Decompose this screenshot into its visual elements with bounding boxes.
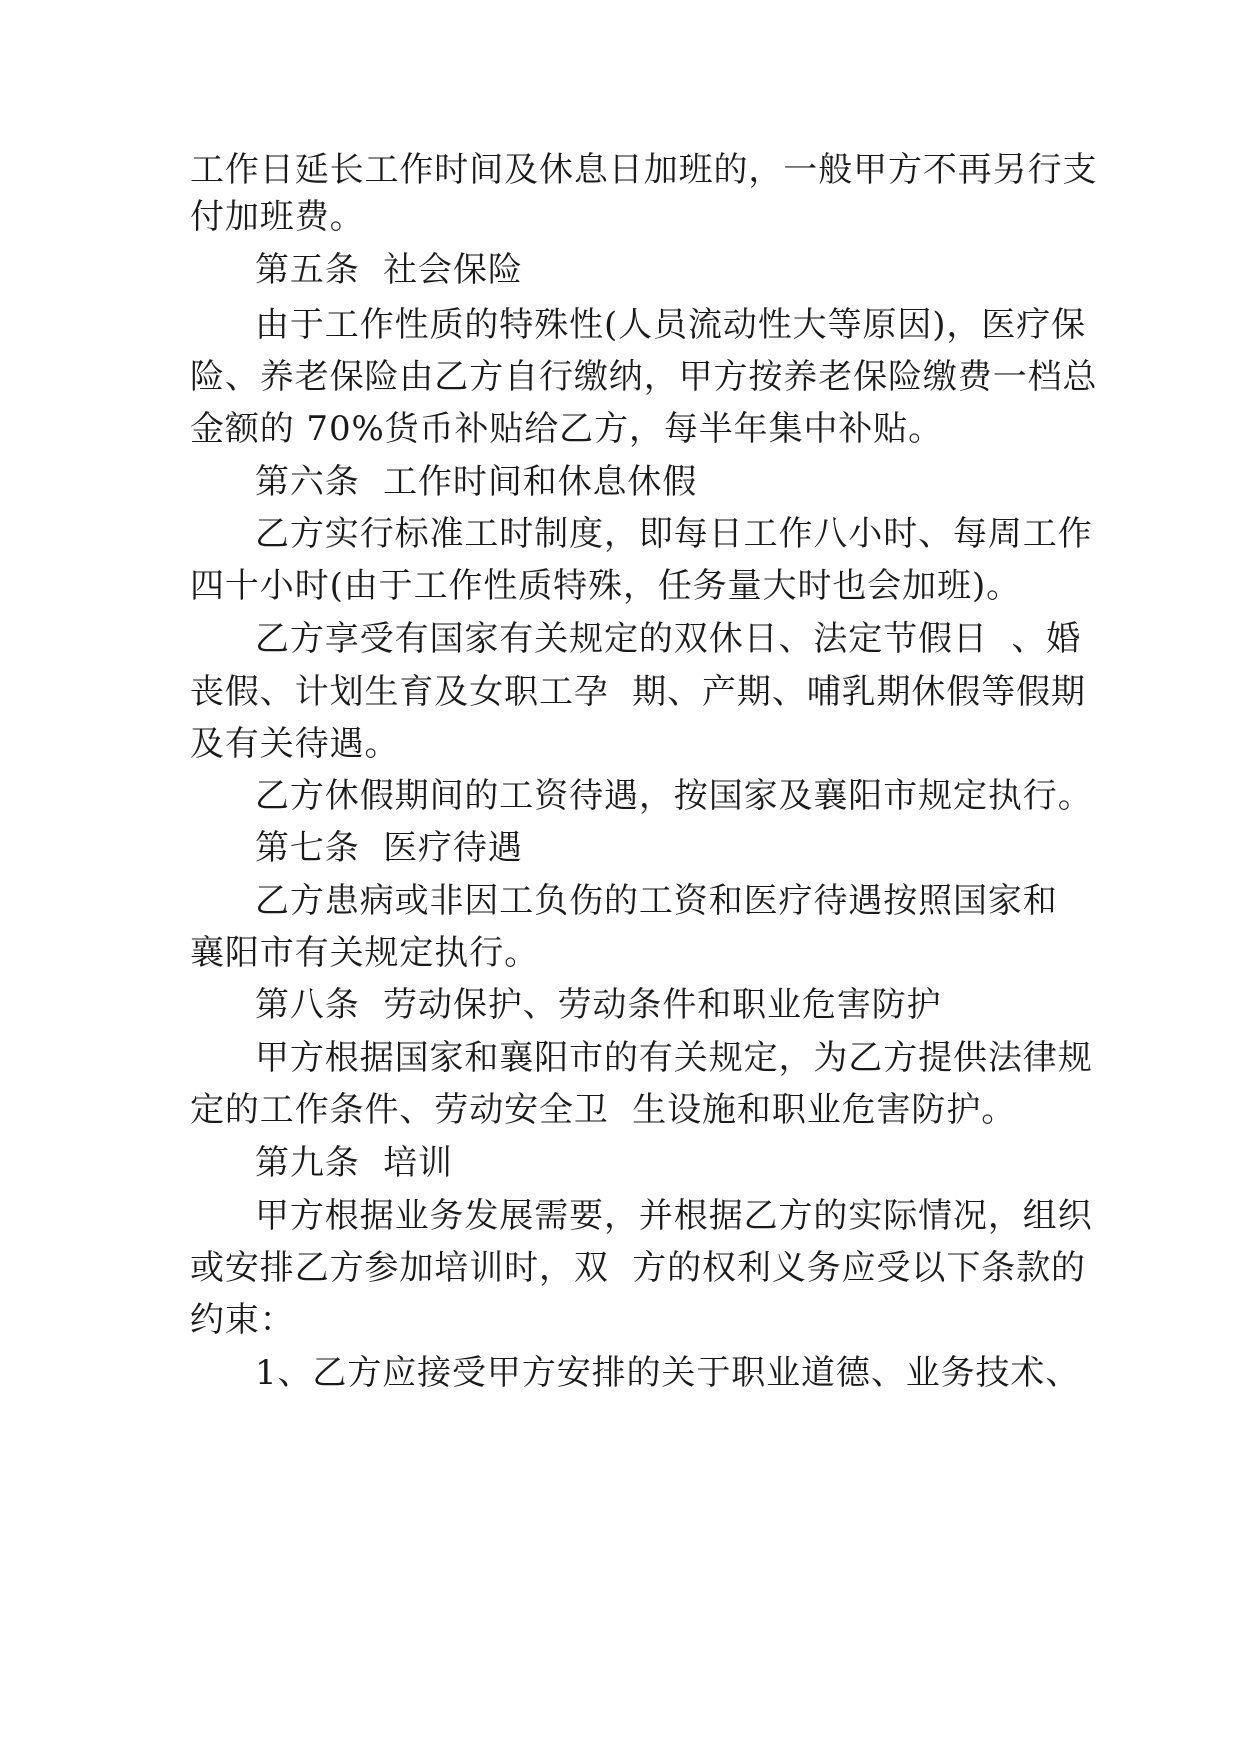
text-line: 四十小时(由于工作性质特殊，任务量大时也会加班)。 [190, 566, 1022, 606]
text-line: 甲方根据国家和襄阳市的有关规定，为乙方提供法律规 [255, 1038, 1093, 1078]
text-line: 及有关待遇。 [190, 724, 400, 764]
text-line: 定的工作条件、劳动安全卫 生设施和职业危害防护。 [190, 1090, 1017, 1130]
text-line: 乙方休假期间的工资待遇，按国家及襄阳市规定执行。 [255, 776, 1093, 816]
text-line: 付加班费。 [190, 197, 365, 237]
text-line: 乙方患病或非因工负伤的工资和医疗待遇按照国家和 [255, 881, 1058, 921]
text-line: 乙方实行标准工时制度，即每日工作八小时、每周工作 [255, 514, 1093, 554]
text-line: 甲方根据业务发展需要，并根据乙方的实际情况，组织 [255, 1196, 1093, 1236]
article-heading: 第九条 培训 [255, 1143, 453, 1183]
article-heading: 第八条 劳动保护、劳动条件和职业危害防护 [255, 985, 942, 1025]
article-heading: 第七条 医疗待遇 [255, 828, 523, 868]
text-line: 乙方享受有国家有关规定的双休日、法定节假日 、婚 [255, 619, 1082, 659]
text-line: 由于工作性质的特殊性(人员流动性大等原因)，医疗保 [255, 305, 1087, 345]
text-line: 约束： [190, 1300, 295, 1340]
text-line: 襄阳市有关规定执行。 [190, 933, 539, 973]
text-line: 险、养老保险由乙方自行缴纳，甲方按养老保险缴费一档总 [190, 357, 1098, 397]
text-line: 金额的 70%货币补贴给乙方，每半年集中补贴。 [190, 409, 944, 449]
text-line: 1、乙方应接受甲方安排的关于职业道德、业务技术、 [255, 1353, 1081, 1393]
text-line: 丧假、计划生育及女职工孕 期、产期、哺乳期休假等假期 [190, 672, 1086, 712]
text-line: 工作日延长工作时间及休息日加班的，一般甲方不再另行支 [190, 150, 1098, 190]
text-line: 或安排乙方参加培训时，双 方的权利义务应受以下条款的 [190, 1248, 1086, 1288]
article-heading: 第五条 社会保险 [255, 250, 523, 290]
article-heading: 第六条 工作时间和休息休假 [255, 462, 698, 502]
